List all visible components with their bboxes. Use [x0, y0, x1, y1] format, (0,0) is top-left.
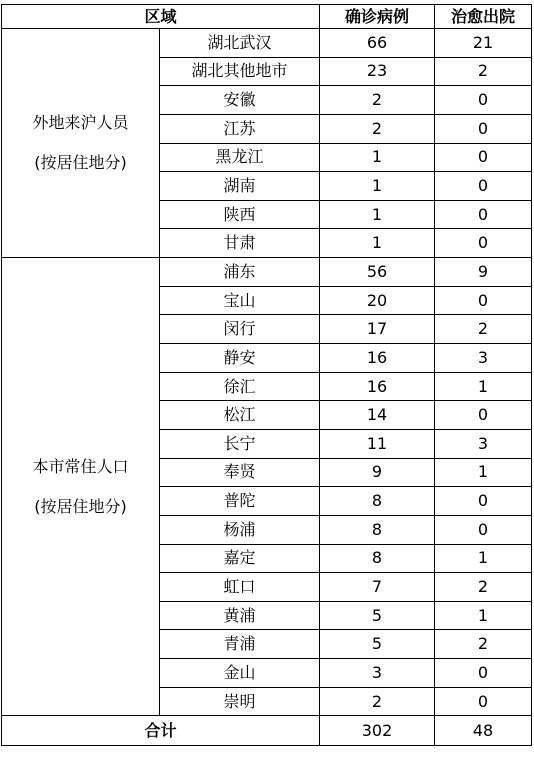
- table-row: [2, 29, 532, 58]
- confirmed-cell: 8: [320, 544, 435, 573]
- cured-cell: 0: [435, 143, 532, 172]
- confirmed-cell: 16: [320, 372, 435, 401]
- cured-cell: 0: [435, 515, 532, 544]
- cured-cell: 0: [435, 659, 532, 688]
- confirmed-cell: 56: [320, 258, 435, 287]
- region-cell: 嘉定: [160, 544, 320, 573]
- group-label: [2, 29, 160, 258]
- confirmed-cell: 5: [320, 630, 435, 659]
- region-cell: 闵行: [160, 315, 320, 344]
- confirmed-cell: 66: [320, 29, 435, 58]
- cured-cell: 9: [435, 258, 532, 287]
- cured-cell: 0: [435, 687, 532, 716]
- confirmed-cell: 1: [320, 172, 435, 201]
- confirmed-cell: 1: [320, 200, 435, 229]
- cured-cell: 1: [435, 601, 532, 630]
- cured-cell: 0: [435, 401, 532, 430]
- group-label-line: 外地来沪人员: [32, 113, 129, 133]
- region-cell: 黄浦: [160, 601, 320, 630]
- confirmed-cell: 20: [320, 286, 435, 315]
- confirmed-cell: 16: [320, 344, 435, 373]
- cured-cell: 0: [435, 172, 532, 201]
- confirmed-cell: 1: [320, 143, 435, 172]
- cured-cell: 1: [435, 372, 532, 401]
- group-label-line: 本市常住人口: [32, 456, 129, 476]
- cured-header: 治愈出院: [435, 5, 532, 29]
- region-cell: 宝山: [160, 286, 320, 315]
- region-cell: 松江: [160, 401, 320, 430]
- table-row: [2, 258, 532, 287]
- cured-cell: 1: [435, 544, 532, 573]
- cured-cell: 0: [435, 229, 532, 258]
- cured-cell: 0: [435, 487, 532, 516]
- region-cell: 陕西: [160, 200, 320, 229]
- total-confirmed: 302: [320, 716, 435, 746]
- cured-cell: 0: [435, 200, 532, 229]
- cured-cell: 0: [435, 114, 532, 143]
- region-cell: 安徽: [160, 86, 320, 115]
- cured-cell: 2: [435, 630, 532, 659]
- region-cell: 黑龙江: [160, 143, 320, 172]
- confirmed-cell: 5: [320, 601, 435, 630]
- cured-cell: 3: [435, 429, 532, 458]
- region-cell: 奉贤: [160, 458, 320, 487]
- region-cell: 湖南: [160, 172, 320, 201]
- region-cell: 青浦: [160, 630, 320, 659]
- region-cell: 江苏: [160, 114, 320, 143]
- region-cell: 金山: [160, 659, 320, 688]
- confirmed-header: 确诊病例: [320, 5, 435, 29]
- confirmed-cell: 9: [320, 458, 435, 487]
- cured-cell: 2: [435, 315, 532, 344]
- cured-cell: 2: [435, 573, 532, 602]
- cured-cell: 0: [435, 286, 532, 315]
- total-cured: 48: [435, 716, 532, 746]
- region-cell: 虹口: [160, 573, 320, 602]
- confirmed-cell: 8: [320, 487, 435, 516]
- confirmed-cell: 1: [320, 229, 435, 258]
- cured-cell: 2: [435, 57, 532, 86]
- region-cell: 崇明: [160, 687, 320, 716]
- region-cell: 甘肃: [160, 229, 320, 258]
- confirmed-cell: 14: [320, 401, 435, 430]
- table-body: [2, 29, 532, 716]
- cured-cell: 0: [435, 86, 532, 115]
- cured-cell: 21: [435, 29, 532, 58]
- confirmed-cell: 8: [320, 515, 435, 544]
- group-label-line: (按居住地分): [34, 496, 127, 516]
- total-row: [2, 716, 532, 746]
- region-cell: 徐汇: [160, 372, 320, 401]
- confirmed-cell: 23: [320, 57, 435, 86]
- total-label: 合计: [2, 716, 320, 746]
- confirmed-cell: 11: [320, 429, 435, 458]
- region-cell: 普陀: [160, 487, 320, 516]
- cured-cell: 3: [435, 344, 532, 373]
- confirmed-cell: 2: [320, 687, 435, 716]
- region-cell: 湖北武汉: [160, 29, 320, 58]
- region-cell: 浦东: [160, 258, 320, 287]
- case-statistics-table: [1, 4, 532, 746]
- group-label: [2, 258, 160, 716]
- region-cell: 静安: [160, 344, 320, 373]
- group-label-line: (按居住地分): [34, 153, 127, 173]
- region-header: 区域: [2, 5, 320, 29]
- region-cell: 长宁: [160, 429, 320, 458]
- confirmed-cell: 17: [320, 315, 435, 344]
- confirmed-cell: 3: [320, 659, 435, 688]
- confirmed-cell: 7: [320, 573, 435, 602]
- cured-cell: 1: [435, 458, 532, 487]
- confirmed-cell: 2: [320, 86, 435, 115]
- header-row: [2, 5, 532, 29]
- region-cell: 杨浦: [160, 515, 320, 544]
- region-cell: 湖北其他地市: [160, 57, 320, 86]
- confirmed-cell: 2: [320, 114, 435, 143]
